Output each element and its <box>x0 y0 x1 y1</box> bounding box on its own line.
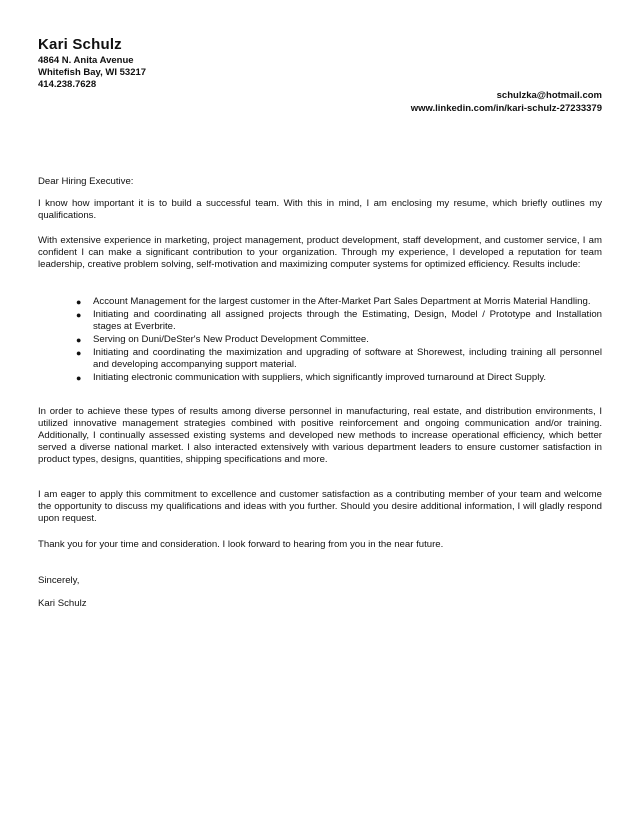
results-list <box>38 296 602 385</box>
list-item: ● Initiating and coordinating the maximization and upgrading of software at Shorewest, including training all personnel and developing accompanying support material. <box>76 347 602 370</box>
paragraph-achievements: In order to achieve these types of results among diverse personnel in manufacturing, real estate, and distribution environments, I utilized innovative management strategies combined with positive reinforcement and ongoing communication and/or training. Additionally, I continually assessed existing systems and developed new methods to increase operational efficiency, which better served a diverse national market. I also interacted extensively with various department leaders to ensure customer satisfaction in product types, designs, quantities, shipping specifications and more. <box>38 406 602 465</box>
paragraph-experience: With extensive experience in marketing, project management, product development, staff development, and customer service, I am confident I can make a significant contribution to your organization. Through my experience, I developed a reputation for team leadership, creative problem solving, self-motivation and maximizing computer systems for optimized efficiency. Results include: <box>38 235 602 270</box>
list-item: ● Serving on Duni/DeSter's New Product Development Committee. <box>76 334 369 345</box>
list-item: ● Initiating electronic communication with suppliers, which significantly improved turnaround at Direct Supply. <box>76 372 547 383</box>
bullet-icon: ● <box>76 348 82 358</box>
signature-name: Kari Schulz <box>38 598 87 609</box>
closing: Sincerely, <box>38 575 80 586</box>
sender-city: Whitefish Bay, WI 53217 <box>38 67 147 78</box>
paragraph-eager: I am eager to apply this commitment to excellence and customer satisfaction as a contributing member of your team and welcome the opportunity to discuss my qualifications and ideas with you further. Should you desire additional information, I will gladly respond upon request. <box>38 489 602 524</box>
sender-street: 4864 N. Anita Avenue <box>38 55 134 66</box>
paragraph-thanks: Thank you for your time and consideration. I look forward to hearing from you in the near future. <box>38 539 444 550</box>
salutation: Dear Hiring Executive: <box>38 176 134 187</box>
list-item: ● Initiating and coordinating all assigned projects through the Estimating, Design, Model / Prototype and Installation stages at Everbrite. <box>76 309 602 332</box>
bullet-icon: ● <box>76 335 82 345</box>
bullet-icon: ● <box>76 373 82 383</box>
sender-name: Kari Schulz <box>38 36 122 53</box>
sender-phone: 414.238.7628 <box>38 79 97 90</box>
bullet-icon: ● <box>76 310 82 320</box>
paragraph-intro: I know how important it is to build a successful team. With this in mind, I am enclosing my resume, which briefly outlines my qualifications. <box>38 198 602 221</box>
bullet-icon: ● <box>76 297 82 307</box>
sender-linkedin: www.linkedin.com/in/kari-schulz-27233379 <box>410 103 602 114</box>
sender-email: schulzka@hotmail.com <box>496 90 602 101</box>
list-item: ● Account Management for the largest customer in the After-Market Part Sales Department at Morris Material Handling. <box>76 296 591 307</box>
